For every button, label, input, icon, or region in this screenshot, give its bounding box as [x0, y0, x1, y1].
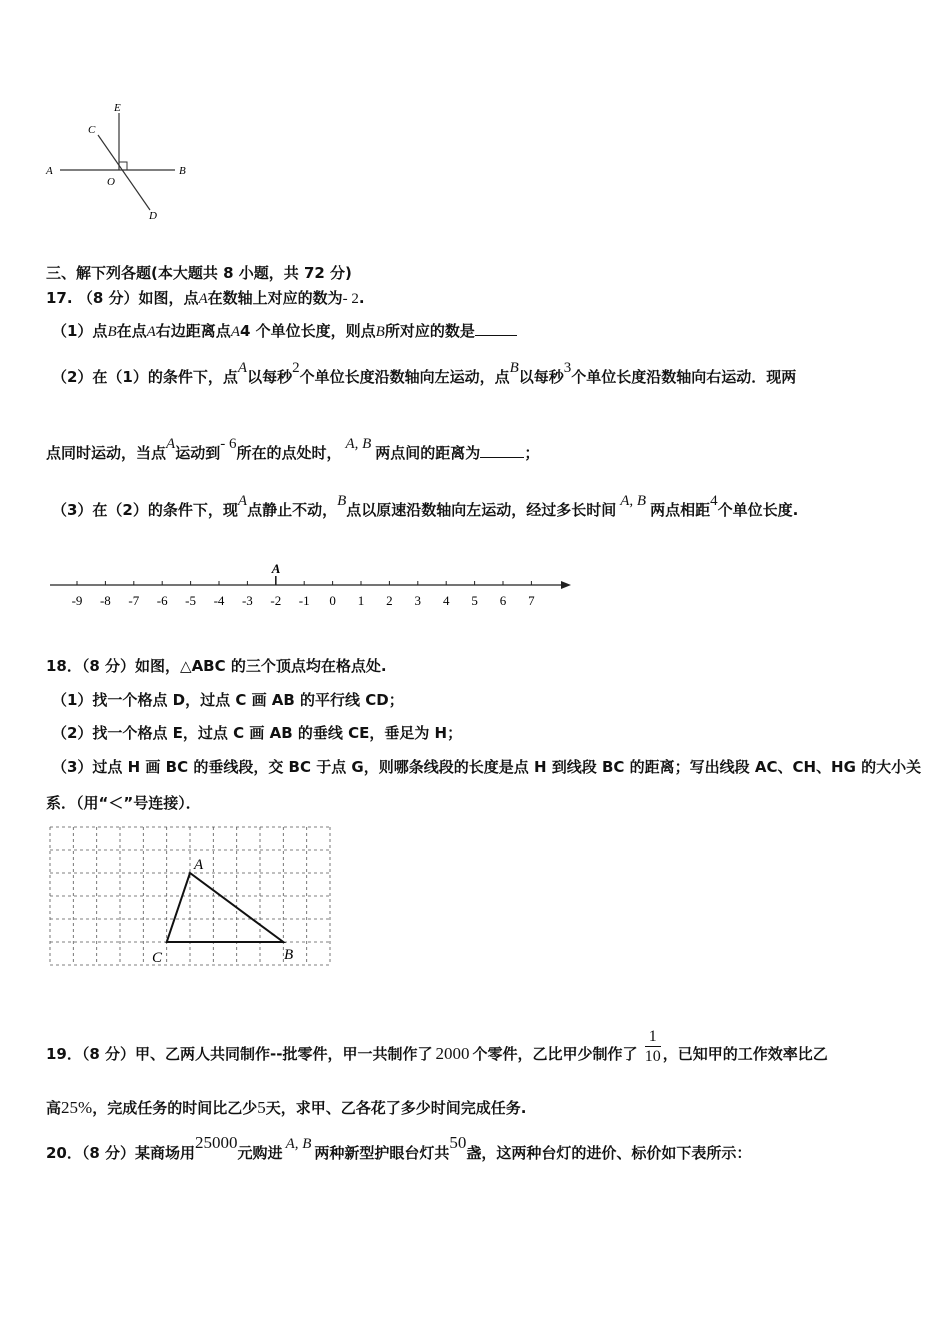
label-c: C [88, 124, 96, 136]
number-line-tick-label: -3 [241, 593, 253, 608]
answer-blank-1 [475, 335, 517, 336]
number-line-tick-label: 7 [528, 593, 535, 608]
q17p3-t2: 点静止不动， [247, 501, 338, 519]
q17p1-t3: 右边距离点 [155, 322, 231, 340]
grid-label-a: A [194, 857, 204, 873]
q20-t1: 20．（8 分）某商场用 [46, 1144, 196, 1162]
q19-t5: ，完成任务的时间比乙少 [92, 1099, 258, 1117]
q17p1-a2: A [230, 324, 240, 340]
q17p2b-ab: A, B [345, 436, 372, 452]
number-line-tick-label: -4 [213, 593, 225, 608]
q20-stem [46, 1133, 752, 1163]
q17-score: （8 分）如图，点 [77, 289, 199, 307]
q17-part2 [52, 360, 797, 387]
q17p2-b: B [509, 360, 519, 376]
grid-triangle-figure [48, 825, 334, 973]
line-cd [98, 135, 150, 210]
q17p3-n4: 4 [710, 493, 718, 509]
q19-t6: 天，求甲、乙各花了多少时间完成任务. [265, 1099, 527, 1117]
q17-part3 [52, 493, 799, 520]
fraction-denominator: 10 [644, 1048, 661, 1065]
answer-blank-2 [480, 457, 524, 458]
q17-value: - 2 [342, 291, 359, 307]
number-line-tick-label: 2 [386, 593, 393, 608]
q18-part2: （2）找一个格点 E，过点 C 画 AB 的垂线 CE，垂足为 H； [52, 724, 463, 742]
fraction-numerator: 1 [645, 1027, 661, 1047]
q20-ab: A, B [285, 1136, 312, 1152]
q19-line2 [46, 1097, 526, 1118]
number-line-point-a: A [271, 561, 281, 576]
q19-line1 [46, 1028, 828, 1074]
q20-t4: 盏，这两种台灯的进价、标价如下表所示： [466, 1144, 752, 1162]
q17p1-b2: B [375, 324, 385, 340]
q17p1-t1: （1）点 [52, 322, 108, 340]
q17-number: 17. [46, 289, 73, 307]
grid-label-b: B [284, 947, 294, 963]
q17p1-b: B [107, 324, 117, 340]
q19-n2000: 2000 [435, 1044, 470, 1063]
q17-stem [46, 287, 365, 308]
number-line [45, 560, 575, 610]
q17p2-t4: 以每秒 [518, 368, 564, 386]
q17p2b-end: ； [524, 444, 540, 462]
number-line-tick-label: -7 [128, 593, 140, 608]
number-line-tick-label: 0 [329, 593, 336, 608]
number-line-tick-label: 3 [414, 593, 422, 608]
q17-part1 [52, 320, 517, 341]
q17-point-a: A [198, 291, 208, 307]
number-line-arrow [561, 581, 571, 589]
number-line-tick-label: -2 [270, 593, 282, 608]
q17p2b-t1: 点同时运动，当点 [46, 444, 167, 462]
q20-n25000: 25000 [195, 1133, 238, 1152]
q17-end: . [358, 289, 365, 307]
q17p2b-a: A [166, 436, 176, 452]
q18-part3: （3）过点 H 画 BC 的垂线段，交 BC 于点 G，则哪条线段的长度是点 H 到线段 BC 的距离；写出线段 AC、CH、HG 的大小关 [52, 758, 922, 776]
q20-t2: 元购进 [237, 1144, 283, 1162]
q17p2b-t3: 所在的点处时， [236, 444, 342, 462]
q19-pct: 25% [61, 1098, 93, 1117]
q17p1-t5: 所对应的数是 [384, 322, 475, 340]
q19-t2: 个零件，乙比甲少制作了 [472, 1045, 638, 1063]
q17p2-t5: 个单位长度沿数轴向右运动．现两 [571, 368, 797, 386]
fraction-one-tenth [645, 1027, 661, 1066]
q20-t3: 两种新型护眼台灯共 [314, 1144, 450, 1162]
q17p1-a: A [146, 324, 156, 340]
q17p1-t2: 在点 [116, 322, 147, 340]
q20-n50: 50 [449, 1133, 467, 1152]
q17-part2-cont [46, 436, 540, 463]
q17p2-n2: 2 [292, 360, 300, 376]
label-o: O [107, 176, 115, 188]
q19-t4: 高 [46, 1099, 62, 1117]
q17p3-t3: 点以原速沿数轴向左运动，经过多长时间 [346, 501, 617, 519]
number-line-tick-label: -5 [185, 593, 197, 608]
number-line-tick-label: 5 [471, 593, 478, 608]
q17p2-t3: 个单位长度沿数轴向左运动，点 [299, 368, 510, 386]
q17p2b-n6: - 6 [220, 436, 237, 452]
number-line-tick-label: -1 [298, 593, 310, 608]
number-line-tick-label: 1 [357, 593, 365, 608]
number-line-tick-label: 6 [499, 593, 507, 608]
q17p3-t4: 两点相距 [650, 501, 711, 519]
q19-t3: ，已知甲的工作效率比乙 [662, 1045, 828, 1063]
number-line-tick-label: -9 [71, 593, 83, 608]
q17p3-a: A [237, 493, 248, 509]
q19-t1: 19．（8 分）甲、乙两人共同制作--批零件，甲一共制作了 [46, 1045, 433, 1063]
q17p3-t5: 个单位长度. [717, 501, 799, 519]
label-b: B [179, 165, 186, 177]
q17p3-b: B [337, 493, 347, 509]
label-e: E [114, 102, 121, 114]
q17-text: 在数轴上对应的数为 [207, 289, 343, 307]
label-a: A [46, 165, 53, 177]
q17p2b-t4: 两点间的距离为 [375, 444, 481, 462]
q17p2-n3: 3 [563, 360, 572, 376]
q18-part1: （1）找一个格点 D，过点 C 画 AB 的平行线 CD； [52, 691, 404, 709]
q17p2b-t2: 运动到 [175, 444, 221, 462]
q17p2-t2: 以每秒 [247, 368, 293, 386]
number-line-tick-label: 4 [442, 593, 450, 608]
number-line-tick-label: -6 [156, 593, 168, 608]
q18-stem: 18．（8 分）如图，△ABC 的三个顶点均在格点处. [46, 657, 387, 675]
q17p2-t1: （2）在（1）的条件下，点 [52, 368, 238, 386]
q17p2-a: A [237, 360, 248, 376]
label-d: D [149, 210, 157, 222]
q17p3-ab: A, B [620, 493, 647, 509]
section-heading: 三、解下列各题(本大题共 8 小题，共 72 分) [46, 264, 352, 282]
grid-label-c: C [152, 950, 163, 966]
triangle-abc [167, 873, 284, 942]
angle-figure [40, 95, 210, 230]
number-line-tick-label: -8 [99, 593, 111, 608]
q17p3-t1: （3）在（2）的条件下，现 [52, 501, 238, 519]
q18-part3-cont: 系．（用“＜”号连接）． [46, 794, 201, 812]
q17p1-t4: 4 个单位长度，则点 [239, 322, 376, 340]
q19-n5: 5 [257, 1098, 266, 1117]
